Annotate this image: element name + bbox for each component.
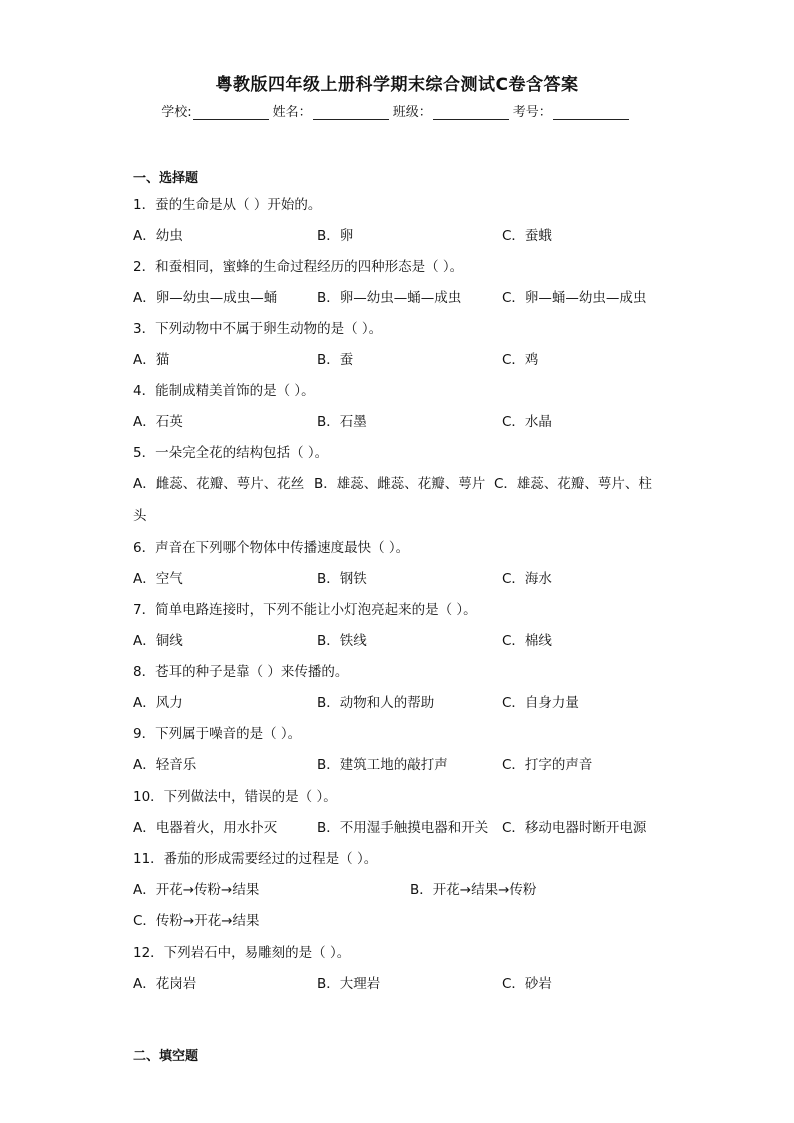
option-b: B．钢铁: [317, 571, 367, 587]
question-stem: 5．一朵完全花的结构包括（ ）。: [133, 445, 329, 461]
option-c: C．棉线: [502, 633, 552, 649]
option-c: C．打字的声音: [502, 757, 593, 773]
option-c: C．砂岩: [502, 976, 552, 992]
option-b: B．建筑工地的敲打声: [317, 757, 448, 773]
option-c: C．水晶: [502, 414, 552, 430]
question-stem: 12．下列岩石中，易雕刻的是（ ）。: [133, 945, 351, 961]
student-info-row: [0, 101, 794, 120]
option-b: B．大理岩: [317, 976, 381, 992]
option-c: C．传粉→开花→结果: [133, 913, 260, 929]
option-a: A．电器着火，用水扑灭: [133, 820, 278, 836]
section-heading-fill: 二、填空题: [133, 1049, 199, 1064]
option-b: B．开花→结果→传粉: [410, 882, 537, 898]
question-stem: 3．下列动物中不属于卵生动物的是（ ）。: [133, 321, 383, 337]
option-b: B．铁线: [317, 633, 367, 649]
section-heading-choice: 一、选择题: [133, 171, 199, 186]
option-c: C．雄蕊、花瓣、萼片、柱: [494, 476, 652, 492]
option-a: A．雌蕊、花瓣、萼片、花丝: [133, 476, 305, 492]
option-b: B．石墨: [317, 414, 367, 430]
name-blank: [313, 105, 389, 120]
option-c: C．鸡: [502, 352, 539, 368]
option-a: A．花岗岩: [133, 976, 197, 992]
question-stem: 6．声音在下列哪个物体中传播速度最快（ ）。: [133, 540, 410, 556]
option-a: A．空气: [133, 571, 183, 587]
option-b: B．不用湿手触摸电器和开关: [317, 820, 489, 836]
question-stem: 10．下列做法中，错误的是（ ）。: [133, 789, 337, 805]
option-b: B．卵: [317, 228, 354, 244]
option-b: B．卵—幼虫—蛹—成虫: [317, 290, 462, 306]
number-blank: [553, 105, 629, 120]
question-stem: 9．下列属于噪音的是（ ）。: [133, 726, 302, 742]
question-stem: 8．苍耳的种子是靠（ ）来传播的。: [133, 664, 349, 680]
option-a: A．风力: [133, 695, 183, 711]
class-field: [393, 101, 509, 120]
school-field: [161, 101, 268, 120]
option-b: B．动物和人的帮助: [317, 695, 435, 711]
number-field: [513, 101, 629, 120]
class-blank: [433, 105, 509, 120]
option-a: A．卵—幼虫—成虫—蛹: [133, 290, 278, 306]
question-stem: 1．蚕的生命是从（ ）开始的。: [133, 197, 322, 213]
option-c: C．自身力量: [502, 695, 579, 711]
name-label: 姓名：: [272, 105, 312, 120]
option-a: A．石英: [133, 414, 183, 430]
question-stem: 11．番茄的形成需要经过的过程是（ ）。: [133, 851, 378, 867]
option-c: C．卵—蛹—幼虫—成虫: [502, 290, 647, 306]
option-a: A．幼虫: [133, 228, 183, 244]
option-c: C．海水: [502, 571, 552, 587]
option-b: B．雄蕊、雌蕊、花瓣、萼片: [314, 476, 486, 492]
option-c-continuation: 头: [133, 508, 147, 524]
option-b: B．蚕: [317, 352, 354, 368]
question-stem: 4．能制成精美首饰的是（ ）。: [133, 383, 315, 399]
question-stem: 7．简单电路连接时，下列不能让小灯泡亮起来的是（ ）。: [133, 602, 477, 618]
option-c: C．蚕蛾: [502, 228, 552, 244]
option-a: A．铜线: [133, 633, 183, 649]
question-stem: 2．和蚕相同，蜜蜂的生命过程经历的四种形态是（ ）。: [133, 259, 464, 275]
option-a: A．猫: [133, 352, 170, 368]
option-a: A．开花→传粉→结果: [133, 882, 260, 898]
page-title: 粤教版四年级上册科学期末综合测试C卷含答案: [215, 75, 579, 95]
name-field: [273, 101, 389, 120]
option-a: A．轻音乐: [133, 757, 197, 773]
option-c: C．移动电器时断开电源: [502, 820, 647, 836]
school-label: 学校:: [161, 105, 192, 120]
number-label: 考号：: [512, 105, 552, 120]
school-blank: [193, 105, 269, 120]
class-label: 班级：: [392, 105, 432, 120]
